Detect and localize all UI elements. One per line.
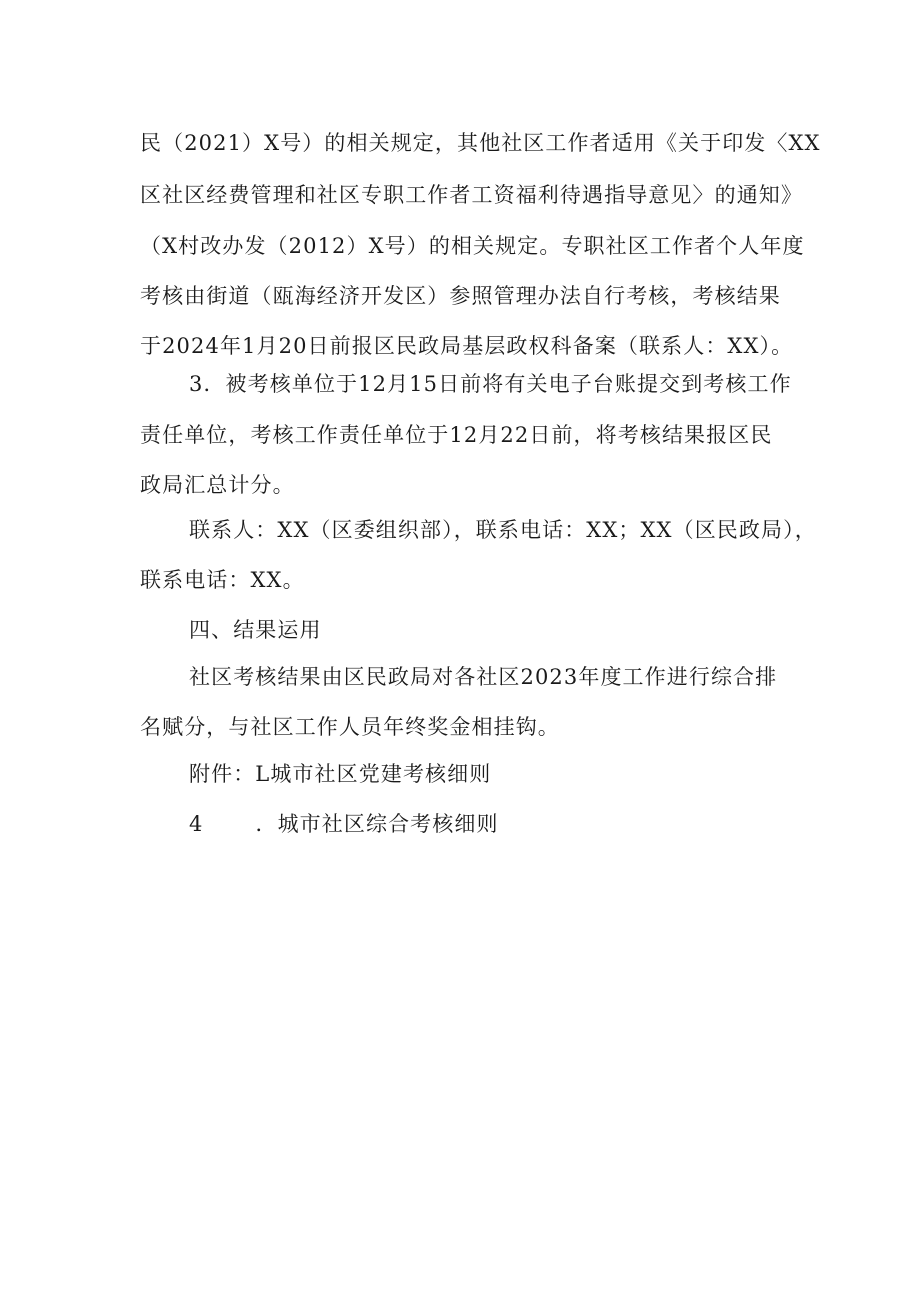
section-heading: 四、结果运用 [189, 618, 322, 642]
paragraph-line: 于2024年1月20日前报区民政局基层政权科备案（联系人：XX）。 [140, 334, 794, 358]
paragraph-line: 考核由街道（瓯海经济开发区）参照管理办法自行考核，考核结果 [140, 284, 781, 308]
paragraph-line: 3．被考核单位于12月15日前将有关电子台账提交到考核工作 [189, 372, 792, 396]
paragraph-line: 政局汇总计分。 [140, 473, 295, 497]
attachment-line: 附件：L城市社区党建考核细则 [189, 762, 492, 786]
paragraph-line: 责任单位，考核工作责任单位于12月22日前，将考核结果报区民 [140, 423, 773, 447]
attachment-title: ．城市社区综合考核细则 [255, 812, 499, 836]
paragraph-line: （X村改办发（2012）X号）的相关规定。专职社区工作者个人年度 [140, 234, 805, 258]
attachment-line [189, 810, 499, 838]
contact-line: 联系电话：XX。 [140, 568, 305, 592]
paragraph-line: 名赋分，与社区工作人员年终奖金相挂钩。 [140, 715, 560, 739]
paragraph-line: 民（2021）X号）的相关规定，其他社区工作者适用《关于印发〈XX [140, 131, 821, 155]
paragraph-line: 区社区经费管理和社区专职工作者工资福利待遇指导意见〉的通知》 [140, 183, 803, 207]
paragraph-line: 社区考核结果由区民政局对各社区2023年度工作进行综合排 [189, 665, 778, 689]
attachment-number: 4 [189, 812, 204, 836]
contact-line: 联系人：XX（区委组织部），联系电话：XX；XX（区民政局）， [189, 518, 817, 542]
